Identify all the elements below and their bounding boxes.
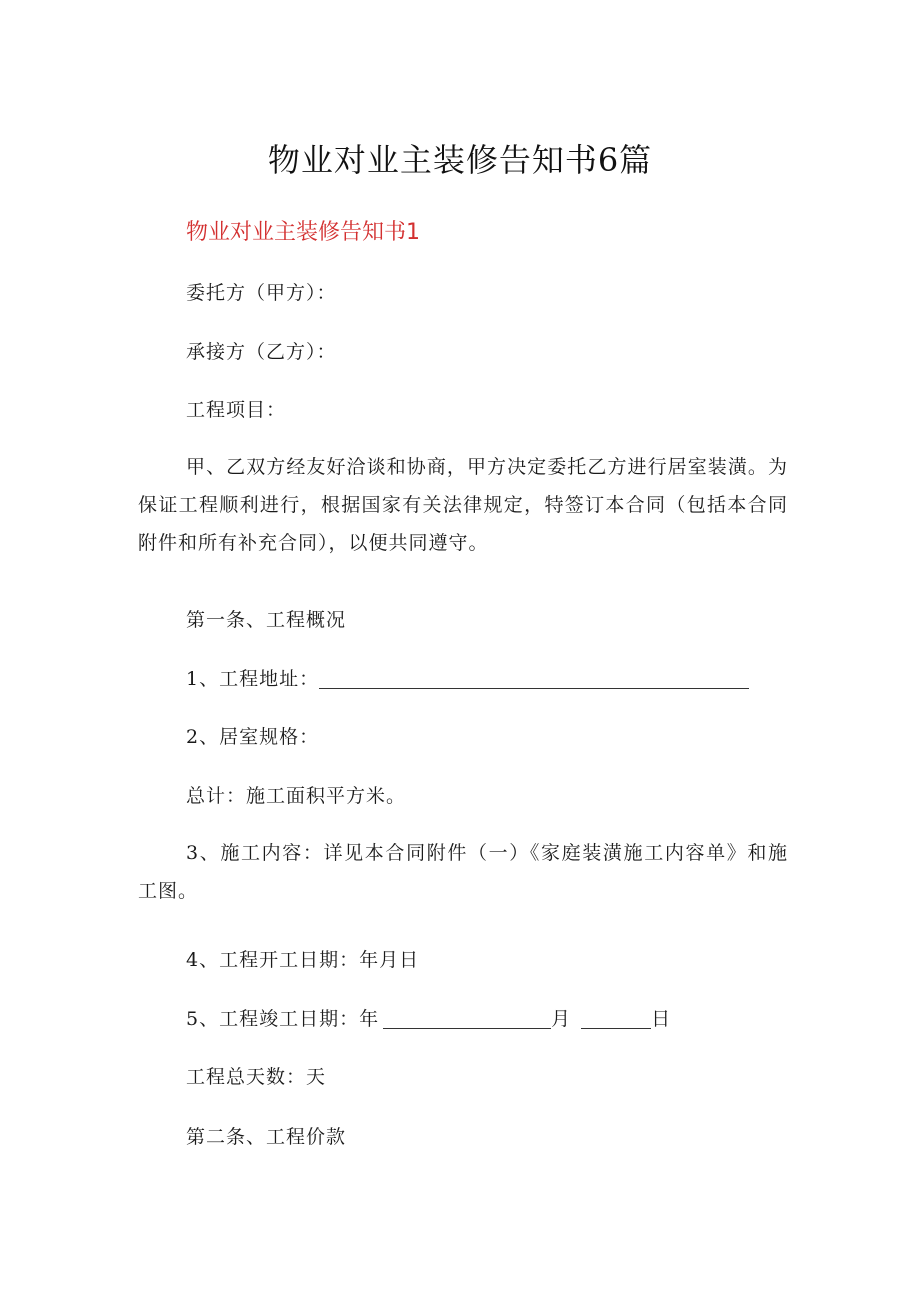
address-line [186, 664, 749, 694]
total-days-line: 工程总天数：天 [186, 1066, 327, 1088]
party-a-line: 委托方（甲方）： [186, 282, 337, 304]
completion-month-blank [383, 1006, 551, 1029]
start-date-line: 4、工程开工日期：年月日 [186, 949, 420, 971]
completion-day-label: 日 [651, 1008, 672, 1030]
completion-date-line [186, 1004, 671, 1034]
completion-month-label: 月 [551, 1008, 572, 1030]
address-label: 1、工程地址： [186, 668, 320, 690]
completion-day-blank [581, 1006, 651, 1029]
document-title: 物业对业主装修告知书6篇 [267, 141, 653, 179]
section-heading: 物业对业主装修告知书1 [186, 220, 420, 245]
article-1-heading: 第一条、工程概况 [186, 609, 347, 631]
project-line: 工程项目： [186, 399, 287, 421]
completion-date-prefix: 5、工程竣工日期：年 [186, 1008, 380, 1030]
party-b-line: 承接方（乙方）： [186, 341, 337, 363]
construction-content-paragraph: 3、施工内容：详见本合同附件（一）《家庭装潢施工内容单》和施工图。 [138, 842, 788, 902]
address-blank [319, 666, 749, 689]
room-spec-line: 2、居室规格： [186, 726, 320, 748]
article-2-heading: 第二条、工程价款 [186, 1126, 347, 1148]
total-area-line: 总计：施工面积平方米。 [186, 785, 407, 807]
intro-paragraph: 甲、乙双方经友好洽谈和协商，甲方决定委托乙方进行居室装潢。为保证工程顺利进行，根据国家有关法律规定，特签订本合同（包括本合同附件和所有补充合同），以便共同遵守。 [138, 456, 788, 554]
